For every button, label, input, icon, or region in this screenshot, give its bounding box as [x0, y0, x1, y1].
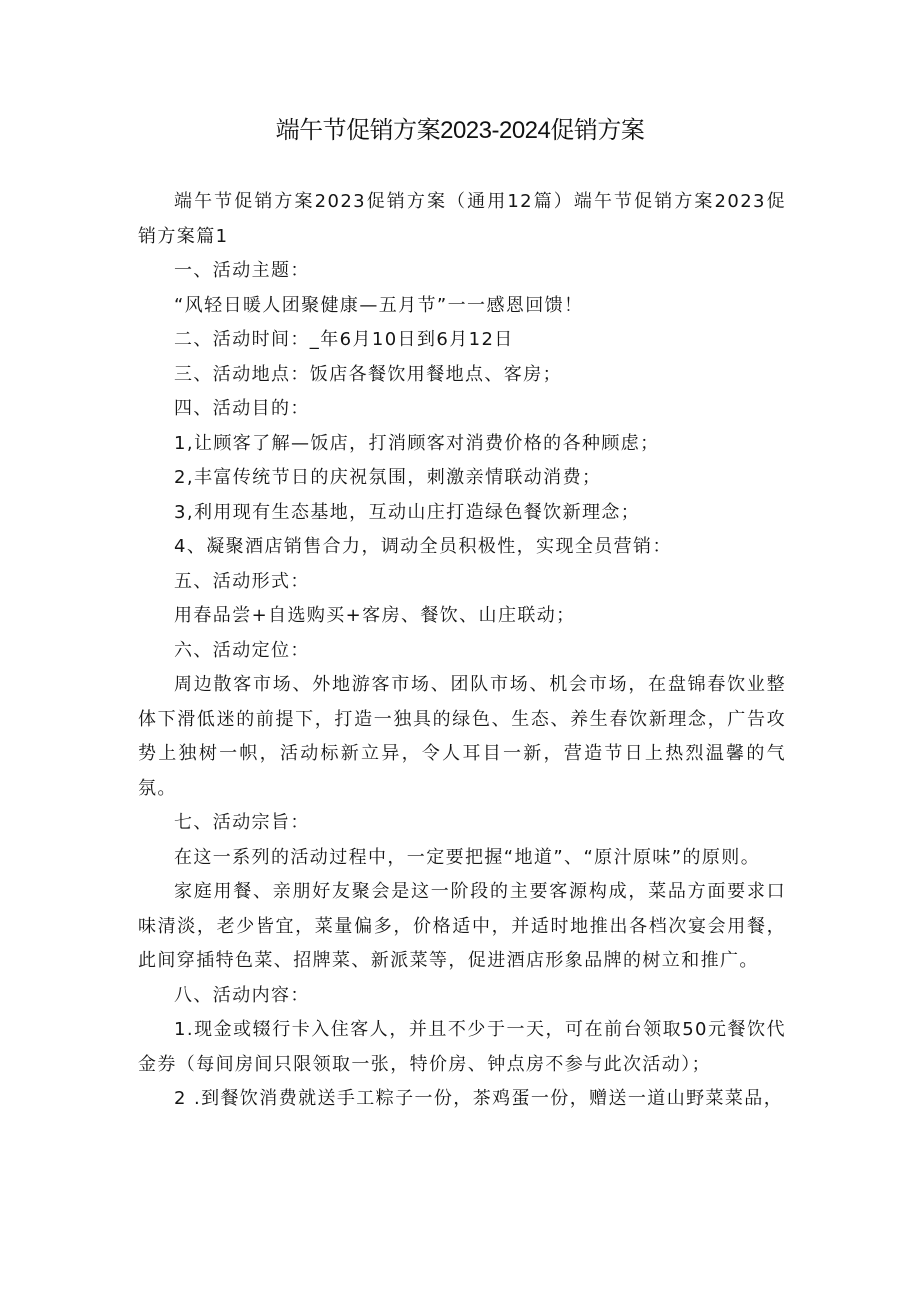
- positioning-paragraph: 周边散客市场、外地游客市场、团队市场、机会市场，在盘锦春饮业整体下滑低迷的前提下，打造一独具的绿色、生态、养生春饮新理念，广告攻势上独树一帜，活动标新立异，令人耳目一新，营造节日上热烈温馨的气氛。: [138, 674, 786, 799]
- purpose-item-1: 1,让顾客了解—饭店，打消顾客对消费价格的各种顾虑；: [174, 432, 660, 454]
- section-heading-theme: 一、活动主题：: [174, 260, 310, 281]
- section-heading-content: 八、活动内容：: [174, 984, 310, 1006]
- section-heading-purpose-principle: 七、活动宗旨：: [174, 812, 310, 833]
- document-body: [138, 185, 786, 1117]
- section-heading-positioning: 六、活动定位：: [174, 639, 310, 661]
- section-heading-location: 三、活动地点：饭店各餐饮用餐地点、客房；: [174, 363, 562, 385]
- purpose-item-4: 4、凝聚酒店销售合力，调动全员积极性，实现全员营销：: [174, 536, 672, 557]
- format-paragraph: 用春品尝+自选购买+客房、餐饮、山庄联动；: [174, 605, 576, 626]
- customer-paragraph: 家庭用餐、亲朋好友聚会是这一阶段的主要客源构成，菜品方面要求口味清淡，老少皆宜，菜量偏多，价格适中，并适时地推出各档次宴会用餐，此间穿插特色菜、招牌菜、新派菜等，促进酒店形象品牌的树立和推广。: [138, 881, 786, 971]
- content-item-2: 2 .到餐饮消费就送手工粽子一份，茶鸡蛋一份，赠送一道山野菜菜品，: [174, 1088, 784, 1109]
- content-item-1: 1.现金或辍行卡入住客人，并且不少于一天，可在前台领取50元餐饮代金券（每间房间只限领取一张，特价房、钟点房不参与此次活动）；: [138, 1019, 786, 1075]
- section-heading-format: 五、活动形式：: [174, 570, 310, 592]
- intro-paragraph: 端午节促销方案2023促销方案（通用12篇）端午节促销方案2023促销方案篇1: [138, 191, 786, 247]
- section-heading-purpose: 四、活动目的：: [174, 398, 310, 419]
- principle-paragraph: 在这一系列的活动过程中，一定要把握“地道”、“原汁原味”的原则。: [174, 846, 761, 868]
- document-title: 端午节促销方案2023-2024促销方案: [275, 117, 645, 144]
- purpose-item-2: 2,丰富传统节日的庆祝氛围，刺激亲情联动消费；: [174, 467, 602, 488]
- purpose-item-3: 3,利用现有生态基地，互动山庄打造绿色餐饮新理念；: [174, 501, 641, 523]
- theme-slogan: “风轻日暖人团聚健康—五月节”一一感恩回馈！: [174, 294, 584, 316]
- section-heading-time: 二、活动时间：_年6月10日到6月12日: [174, 329, 514, 350]
